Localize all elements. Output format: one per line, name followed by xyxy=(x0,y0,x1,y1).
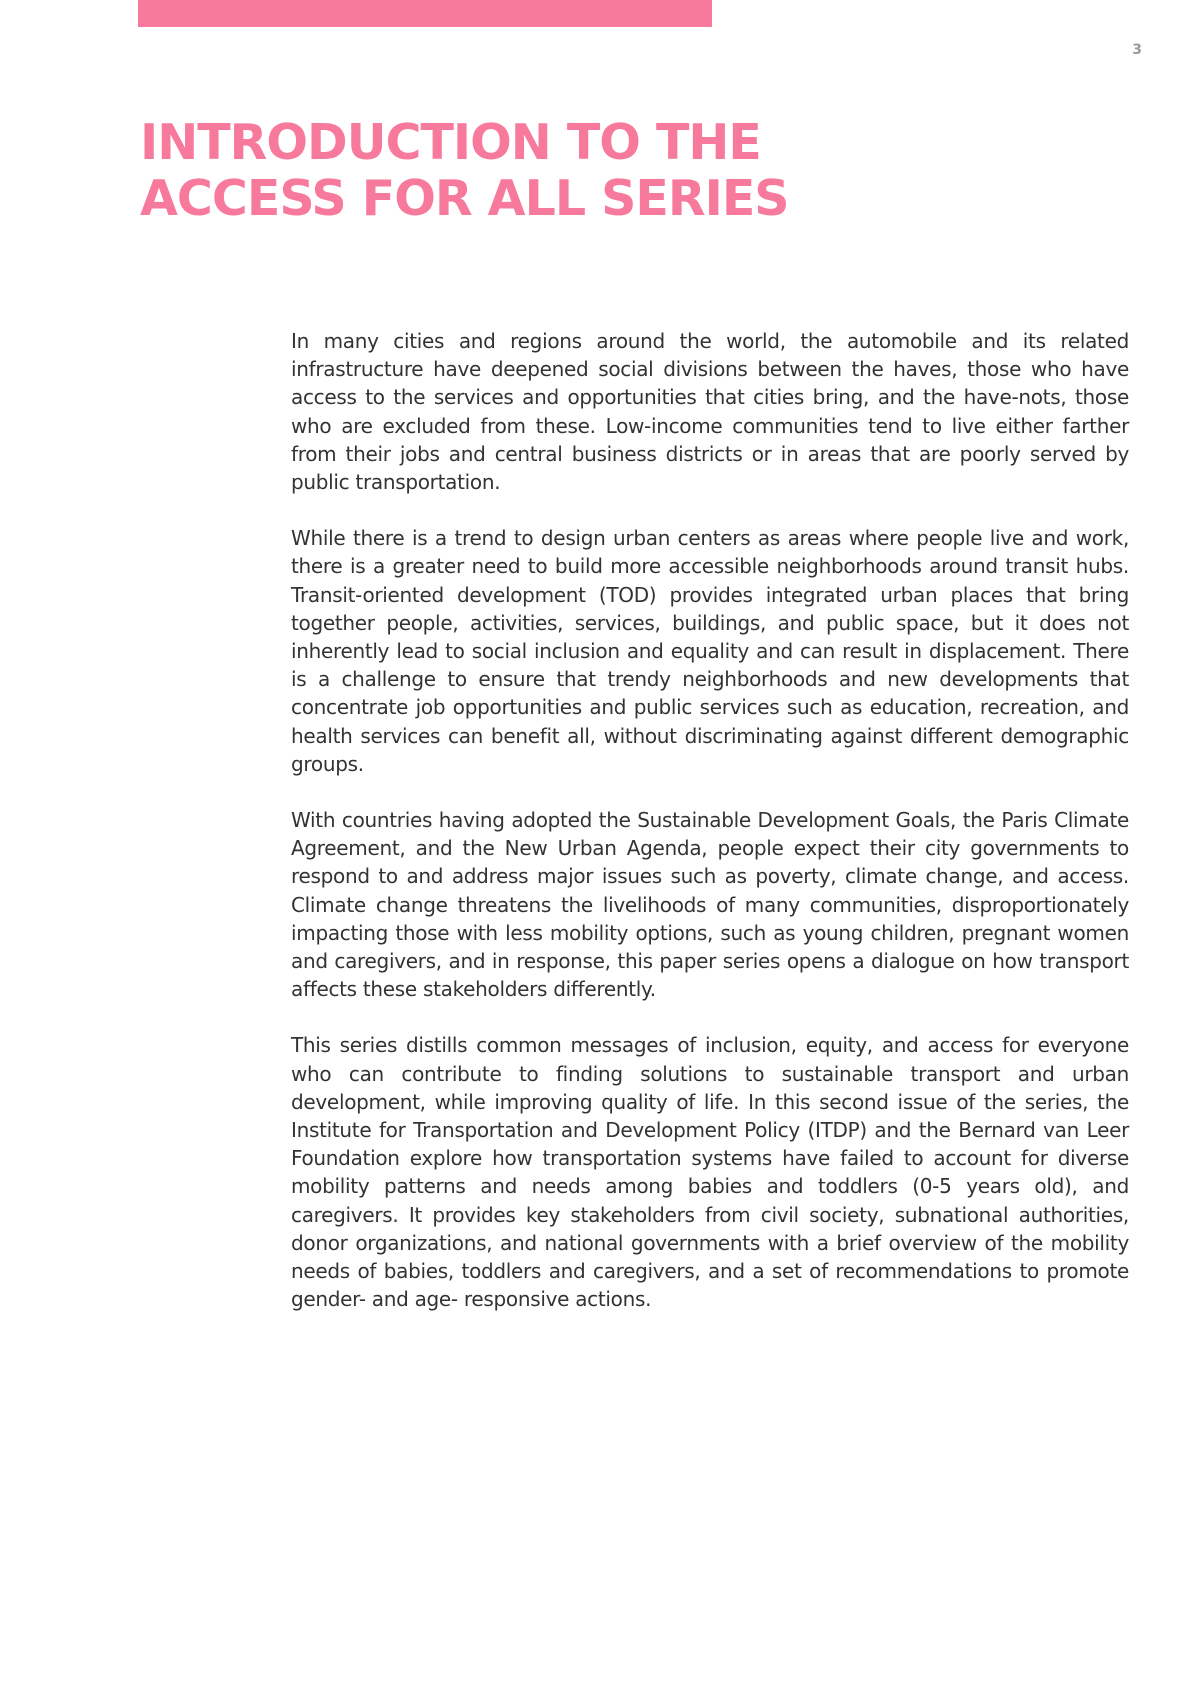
paragraph-4: This series distills common messages of inclusion, equity, and access for everyone who can contribute to finding solutions to sustainable transport and urban development, while improving quality of life. In this second issue of the series, the Institute for Transportation and Development Policy (ITDP) and the Bernard van Leer Foundation explore how transportation systems have failed to account for diverse mobility patterns and needs among babies and toddlers (0-5 years old), and caregivers. It provides key stakeholders from civil society, subnational authorities, donor organizations, and national governments with a brief overview of the mobility needs of babies, toddlers and caregivers, and a set of recommendations to promote gender- and age- responsive actions. xyxy=(291,1033,1129,1312)
page-title-line-1: INTRODUCTION TO THE xyxy=(140,114,761,171)
paragraph-3: With countries having adopted the Sustainable Development Goals, the Paris Climate Agreement, and the New Urban Agenda, people expect their city governments to respond to and address major issues such as poverty, climate change, and access. Climate change threatens the livelihoods of many communities, disproportionately impacting those with less mobility options, such as young children, pregnant women and caregivers, and in response, this paper series opens a dialogue on how transport affects these stakeholders differently. xyxy=(291,808,1129,1002)
page-number: 3 xyxy=(1132,42,1142,58)
body-text xyxy=(291,327,1129,1342)
paragraph-2: While there is a trend to design urban centers as areas where people live and work, there is a greater need to build more accessible neighborhoods around transit hubs. Transit-oriented development (TOD) provides integrated urban places that bring together people, activities, services, buildings, and public space, but it does not inherently lead to social inclusion and equality and can result in displacement. There is a challenge to ensure that trendy neighborhoods and new developments that concentrate job opportunities and public services such as education, recreation, and health services can benefit all, without discriminating against different demographic groups. xyxy=(291,526,1129,776)
page-title xyxy=(140,115,940,227)
top-accent-bar xyxy=(138,0,712,27)
page-title-line-2: ACCESS FOR ALL SERIES xyxy=(140,170,789,227)
paragraph-1: In many cities and regions around the world, the automobile and its related infrastructure have deepened social divisions between the haves, those who have access to the services and opportunities that cities bring, and the have-nots, those who are excluded from these. Low-income communities tend to live either farther from their jobs and central business districts or in areas that are poorly served by public transportation. xyxy=(291,329,1129,495)
